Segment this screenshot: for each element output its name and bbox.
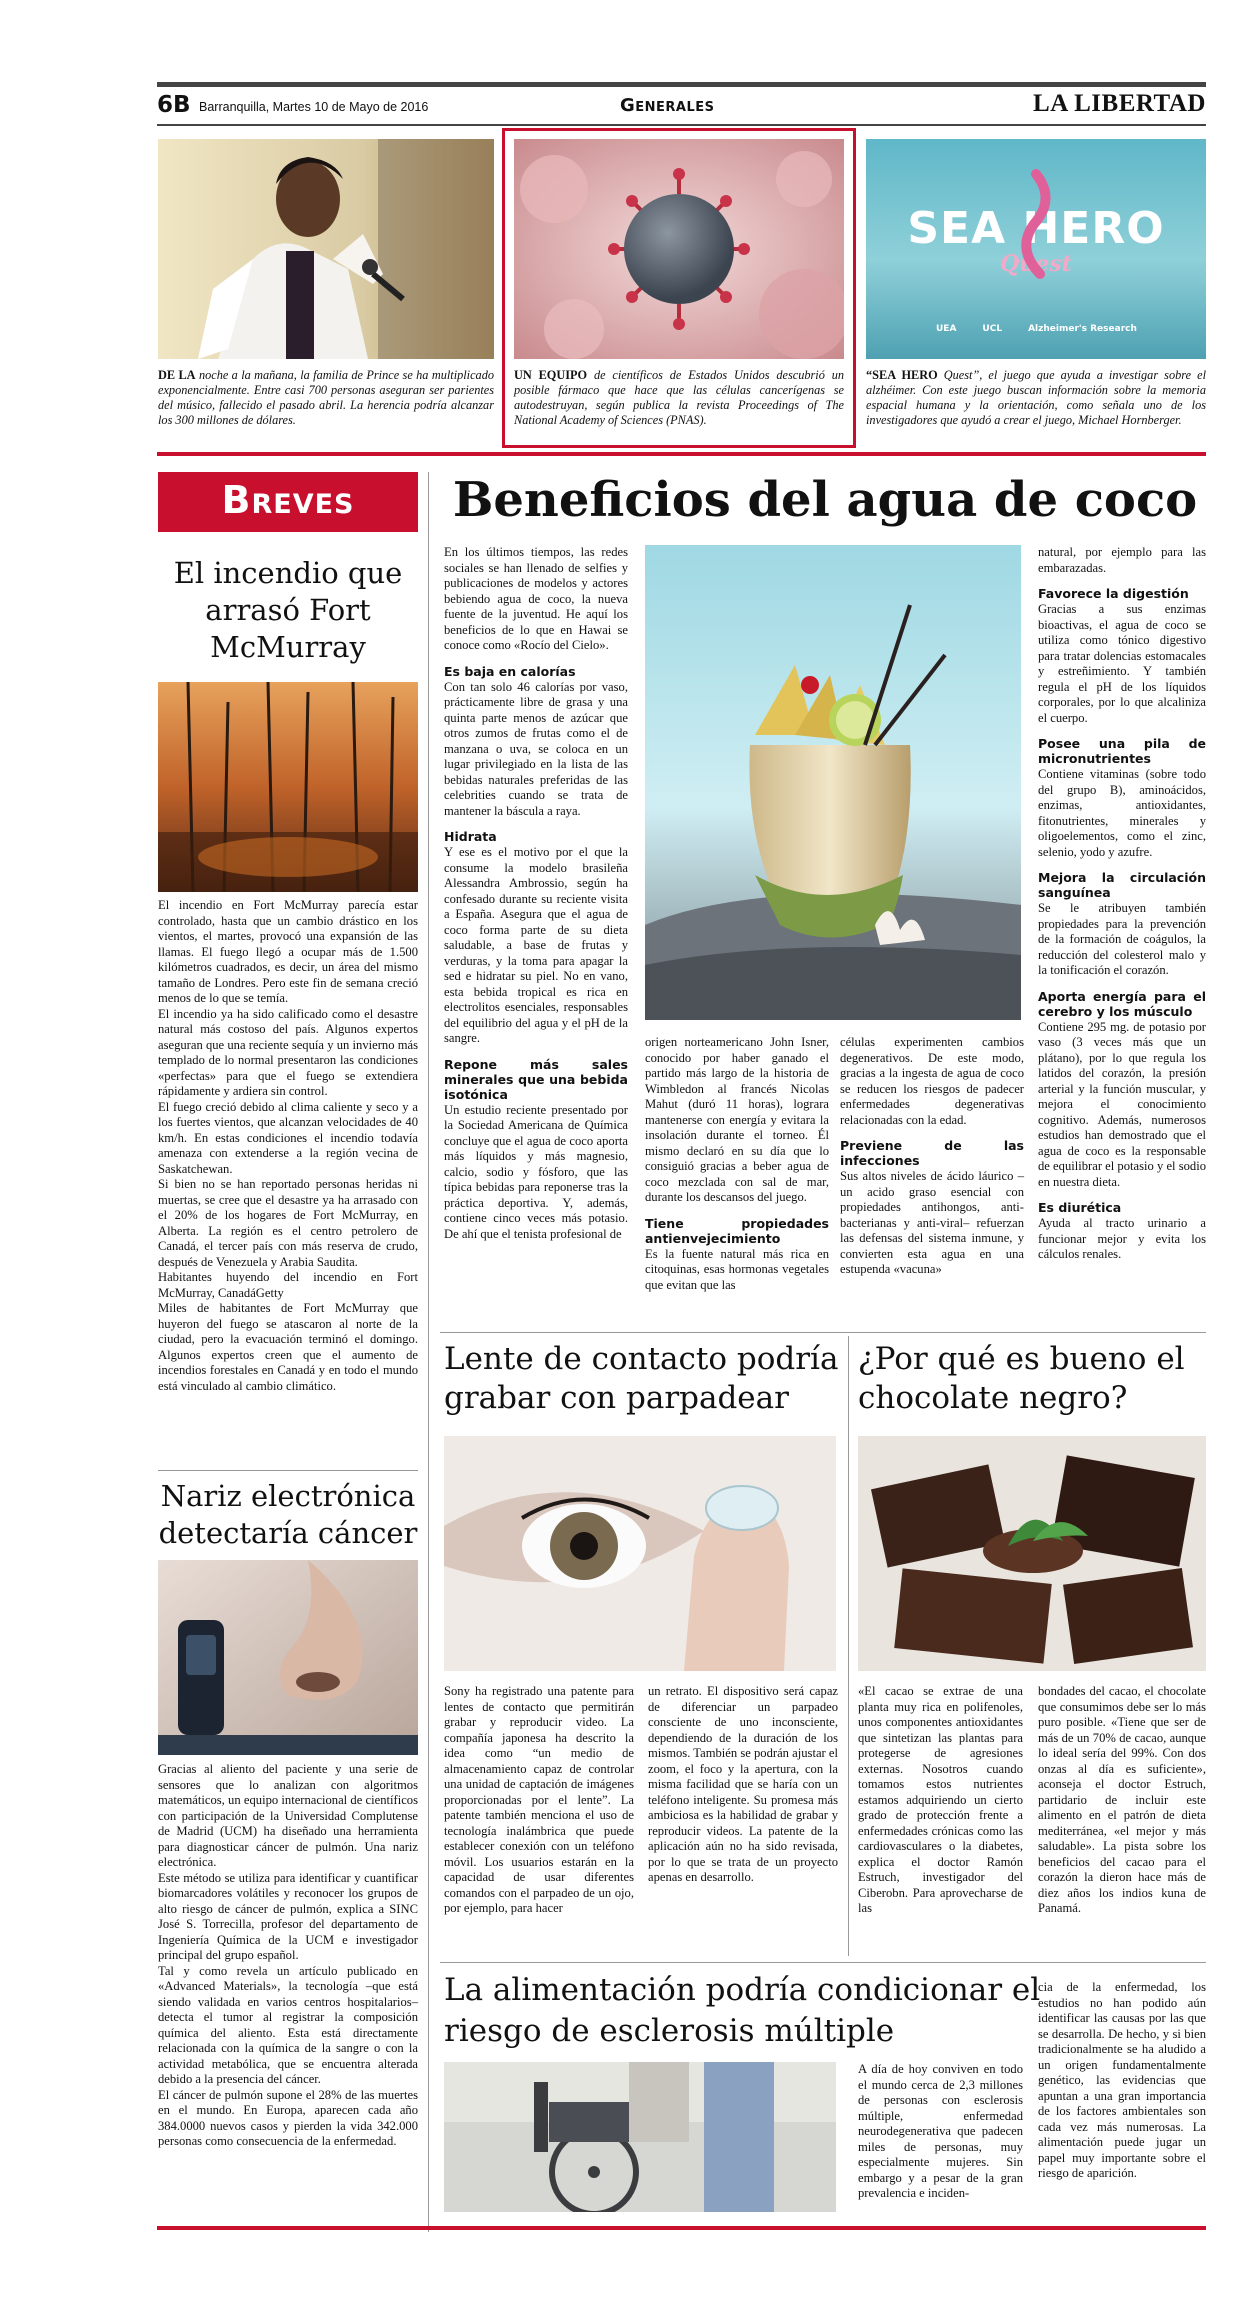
lens-chocolate-divider <box>848 1336 849 1956</box>
coco-paragraph: Contiene vitaminas (sobre todo del grupo B), aminoácidos, enzimas, antioxidantes, fitonutrientes, minerales y oligoelementos, como el zinc, selenio, yodo y azufre. <box>1038 767 1206 859</box>
fire-paragraph: El incendio en Fort McMurray parecía estar controlado, hasta que un cambio drástico en los vientos, el martes, provocó una expansión de las llamas. El fuego llegó a ocupar más de 1.500 kilómetros cuadrados, es decir, un área del mismo tamaño de Londres. Pero este fin de semana creció menos de lo que se temía. <box>158 898 418 1005</box>
coco-paragraph: origen norteamericano John Isner, conocido por haber ganado el partido más largo de la historia de Wimbledon al francés Nicolas Mahut (duró 11 horas), lograra mantenerse con energía y evitara la insolación durante el torneo. Él mismo declaró en su día que lo consiguió gracias a beber agua de coco mezclada con sal de mar, durante los descansos del juego. <box>645 1035 829 1204</box>
chocolate-headline: ¿Por qué es bueno el chocolate negro? <box>858 1341 1185 1416</box>
lens-column-1 <box>444 1684 634 1917</box>
fire-body <box>158 898 418 1394</box>
nose-headline: Nariz electrónica detectaría cáncer <box>158 1479 418 1550</box>
top-section-rule <box>157 452 1206 456</box>
coco-subhead: Hidrata <box>444 829 497 844</box>
lens-paragraph: un retrato. El dispositivo será capaz de diferenciar un parpadeo consciente de uno inconsciente, dependiendo de la duración de los mismos. También se podrán ajustar el zoom, el foco y la apertura, con la misma facilidad que se haría con un teléfono inteligente. Su promesa más ambiciosa es la habilidad de grabar y reproducir videos. La patente de la aplicación aún no ha sido revisada, por lo que se trata de un proyecto apenas en desarrollo. <box>648 1684 838 1884</box>
coco-paragraph: Se le atribuyen también propiedades para la prevención de la formación de coágulos, la reducción del colesterol malo y la tonificación el corazón. <box>1038 901 1206 977</box>
lower-section-rule <box>440 1962 1206 1963</box>
coco-paragraph: Ayuda al tracto urinario a funcionar mejor y evita los cálculos renales. <box>1038 1216 1206 1261</box>
lens-paragraph: Sony ha registrado una patente para lentes de contacto que permitirán grabar y reproducir video. La compañía japonesa ha descrito la idea como “un medio de almacenamiento capaz de controlar una unidad de captación de imágenes proporcionadas por el lente”. La patente también menciona el uso de tecnología inalámbrica que puede establecer conexión con un teléfono móvil. Los usuarios estarán en la capacidad de usar diferentes comandos con el parpadeo de un ojo, por ejemplo, para hacer <box>444 1684 634 1915</box>
coco-subhead: Favorece la digestión <box>1038 586 1189 601</box>
esclerosis-paragraph: cia de la enfermedad, los estudios no han podido aún identificar las causas por las que se desarrolla. De hecho, y si bien tradicionalmente se ha aludido a un origen fundamentalmente genético, las evidencias que apuntan a una gran importancia de los factores ambientales son cada vez más numerosas. La alimentación puede jugar un papel muy importante sobre el riesgo de aparición. <box>1038 1980 1206 2180</box>
coco-paragraph: En los últimos tiempos, las redes sociales se han llenado de selfies y publicaciones de modelos y actores bebiendo agua de coco, la nueva fuente de la juventud. He aquí los beneficios de lo que en Hawai se conoce como «Rocío del Cielo». <box>444 545 628 652</box>
chocolate-column-1 <box>858 1684 1023 1917</box>
sea-hero-caption <box>866 368 1206 428</box>
contact-lens-photo <box>444 1436 836 1671</box>
coco-subhead: Aporta energía para el cerebro y los músculo <box>1038 988 1206 1019</box>
virus-photo <box>514 139 844 359</box>
lens-headline: Lente de contacto podría grabar con parpadear <box>444 1341 839 1416</box>
coco-paragraph: Y ese es el motivo por el que la consume la modelo brasileña Alessandra Ambrossio, según ha confesado durante su reciente visita a España. Asegura que el agua de coco forma parte de su dieta saludable, a base de frutas y verduras, y la toma para apagar la sed e hidratar su piel. No en vano, esta bebida tropical es rica en electrolitos esenciales, responsables del equilibrio del agua y el pH de la sangre. <box>444 845 628 1045</box>
section-name: Generales <box>620 95 715 116</box>
coco-subhead: Previene de las infecciones <box>840 1138 1024 1168</box>
coco-headline: Beneficios del agua de coco <box>452 472 1198 528</box>
caption-text: Quest”, el juego que ayuda a investigar sobre el alzhéimer. Con este juego buscan información sobre la memoria espacial humana y la orientación, como señala uno de los investigadores que ayudó a crear el juego, Michael Hornberger. <box>866 368 1206 427</box>
caption-lead: DE LA <box>158 368 196 382</box>
coco-subhead: Es baja en calorías <box>444 663 576 679</box>
dateline: Barranquilla, Martes 10 de Mayo de 2016 <box>199 100 429 114</box>
partner-ucl: UCL <box>982 324 1003 334</box>
chocolate-photo <box>858 1436 1206 1671</box>
coco-paragraph: Un estudio reciente presentado por la Sociedad Americana de Química concluye que el agua de coco aporta más líquidos y más magnesio, calcio, sodio y fósforo, que las típica bebidas para reponerse tras la práctica deportiva. Y, además, contiene cinco veces más potasio. De ahí que el tenista profesional de <box>444 1102 628 1241</box>
esclerosis-paragraph: A día de hoy conviven en todo el mundo cerca de 2,3 millones de personas con esclerosis múltiple, enfermedad neurodegenerativa que padecen miles de personas, muy especialmente mujeres. Sin embargo y a pesar de la gran prevalencia e inciden- <box>858 2062 1023 2200</box>
sea-hero-tentacle-icon <box>1016 169 1056 279</box>
coco-subhead: Posee una pila de micronutrientes <box>1038 736 1206 766</box>
fire-paragraph: Miles de habitantes de Fort McMurray que huyeron del fuego se atascaron al norte de la ciudad, pero la evacuación terminó el domingo. Algunos expertos creen que el aumento de incendios forestales en Canadá y en todo el mundo está vinculado al cambio climático. <box>158 1301 418 1393</box>
fire-headline: El incendio que arrasó Fort McMurray <box>173 556 403 664</box>
virus-caption <box>514 368 844 428</box>
coco-column-3 <box>840 1035 1024 1278</box>
coco-column-1 <box>444 545 628 1242</box>
caption-text: de científicos de Estados Unidos descubrió un posible fármaco que hace que las células cancerígenas se autodestruyan, según publica la revista Proceedings of The National Academy of Sciences (PNAS). <box>514 368 844 427</box>
masthead-bottom-rule <box>157 124 1206 126</box>
wheelchair-photo <box>444 2062 836 2212</box>
prince-caption <box>158 368 494 428</box>
breves-column-rule <box>428 472 429 2232</box>
nose-paragraph: Gracias al aliento del paciente y una serie de sensores que lo analizan con algoritmos matemáticos, un equipo internacional de científicos con participación de la Universidad Complutense de Madrid (UCM) ha diseñado una herramienta para diagnosticar cáncer de pulmón. Una nariz electrónica. <box>158 1762 418 1869</box>
page-footer-rule <box>157 2226 1206 2230</box>
chocolate-paragraph: bondades del cacao, el chocolate que consumimos debe ser lo más puro posible. «Tiene que ser de más de un 70% de cacao, aunque lo ideal sería del 99%. Con dos onzas al día es suficiente», aconseja el doctor Estruch, partidario de incluir este alimento en el patrón de dieta mediterránea, «el mejor y más saludable». La pista sobre los beneficios del cacao para el corazón la dieron hace más de diez años los indios kuna de Panamá. <box>1038 1684 1206 1915</box>
fire-photo <box>158 682 418 892</box>
sea-hero-logo-title: SEA HERO <box>907 203 1165 254</box>
esclerosis-column-1 <box>858 2062 1023 2202</box>
sea-hero-image <box>866 139 1206 359</box>
nose-paragraph: El cáncer de pulmón supone el 28% de las muertes en el mundo. En Europa, aparecen cada año 384.0000 nuevos casos y pierden la vida 342.000 personas como consecuencia de la enfermedad. <box>158 2087 418 2148</box>
nose-body <box>158 1762 418 2150</box>
sea-hero-logo-subtitle: Quest <box>1000 251 1072 277</box>
caption-lead: “SEA HERO <box>866 368 938 382</box>
fire-paragraph: Si bien no se han reportado personas heridas ni muertas, se cree que el desastre ya ha arrasado con el 20% de los hogares de Fort McMurray, en Alberta. La región es el centro petrolero de Canadá, el tercer país con más reserva de crudo, después de Venezuela y Arabia Saudita. <box>158 1177 418 1269</box>
coco-column-2 <box>645 1035 829 1293</box>
coco-subhead: Repone más sales minerales que una bebida isotónica <box>444 1056 628 1102</box>
coco-subhead: Es diurética <box>1038 1200 1122 1215</box>
newspaper-name: LA LIBERTAD <box>1033 90 1206 117</box>
electronic-nose-photo <box>158 1560 418 1755</box>
fire-paragraph: El incendio ya ha sido calificado como el desastre natural más costoso del país. Algunos expertos aseguran que una reciente sequía y un invierno más templado de lo normal presentaron las condiciones «perfectas» para que el fuego se extendiera rápidamente y ardiera sin control. <box>158 1006 418 1098</box>
coco-column-4 <box>1038 545 1206 1263</box>
coco-paragraph: Con tan solo 46 calorías por vaso, prácticamente libre de grasa y una quinta parte menos de azúcar que otros zumos de frutas como el de manzana o uva, se coloca en un lugar privilegiado en la lista de las bebidas naturales preferidas de las celebrities cuando se trata de mantener la báscula a raya. <box>444 679 628 818</box>
page-number: 6B <box>157 92 191 118</box>
breves-label: Breves <box>221 478 355 522</box>
fire-paragraph: Habitantes huyendo del incendio en Fort McMurray, CanadáGetty <box>158 1270 418 1300</box>
coco-paragraph: Contiene 295 mg. de potasio por vaso (3 veces más que un plátano), por lo que regula los latidos del corazón, la presión arterial y la función muscular, y mejora el conocimiento cognitivo. Además, numerosos estudios han demostrado que el agua de coco es la responsable de equilibrar el potasio y el sodio en nuestra dieta. <box>1038 1019 1206 1189</box>
caption-lead: UN EQUIPO <box>514 368 588 382</box>
nose-paragraph: Tal y como revela un artículo publicado en «Advanced Materials», la tecnología –que está siendo validada en varios centros hospitalarios– detecta el tumor al registrar la composición química del aliento. Esta está directamente relacionada con la química de la sangre o con la actividad metabólica, que se encuentra alterada debido a la presencia del cáncer. <box>158 1963 418 2086</box>
breves-divider <box>158 1470 418 1471</box>
lens-column-2 <box>648 1684 838 1886</box>
coco-bottom-rule <box>440 1332 1206 1333</box>
nose-paragraph: Este método se utiliza para identificar y cuantificar biomarcadores volátiles y reconocer los grupos de alto riesgo de cáncer de pulmón, explica a SINC José S. Torrecilla, profesor del departamento de Ingeniería Química de la UCM e investigador principal del grupo español. <box>158 1870 418 1962</box>
masthead <box>157 88 1206 122</box>
partner-alzheimers: Alzheimer's Research <box>1028 324 1137 334</box>
coco-paragraph: Es la fuente natural más rica en citoquinas, esas hormonas vegetales que evitan que las <box>645 1246 829 1292</box>
coco-paragraph: células experimenten cambios degenerativos. De este modo, gracias a la ingesta de agua de coco se reducen los riesgos de padecer enfermedades degenerativas relacionadas con la edad. <box>840 1035 1024 1127</box>
coco-subhead: Mejora la circulación sanguínea <box>1038 870 1206 900</box>
partner-uea: UEA <box>936 324 957 334</box>
partner-logos <box>936 324 1176 334</box>
breves-banner <box>158 472 418 532</box>
caption-text: noche a la mañana, la familia de Prince se ha multiplicado exponencialmente. Entre casi 700 personas aseguran ser parientes del músico, fallecido el pasado abril. La herencia podría alcanzar los 300 millones de dólares. <box>158 368 494 427</box>
chocolate-paragraph: «El cacao se extrae de una planta muy rica en polifenoles, unos componentes antioxidantes que sintetizan las plantas para protegerse de agresiones externas. Nosotros cuando tomamos estos nutrientes estamos adquiriendo un cierto grado de protección frente a enfermedades crónicas como las cardiovasculares o la diabetes, explica el doctor Ramón Estruch, investigador del Ciberobn. Para aprovecharse de las <box>858 1684 1023 1915</box>
prince-photo <box>158 139 494 359</box>
coco-subhead: Tiene propiedades antienvejecimiento <box>645 1215 829 1246</box>
coconut-drink-photo <box>645 545 1021 1020</box>
esclerosis-headline: La alimentación podría condicionar el riesgo de esclerosis múltiple <box>444 1972 1041 2049</box>
esclerosis-column-2 <box>1038 1980 1206 2182</box>
coco-paragraph: Sus altos niveles de ácido láurico –un acido graso esencial con propiedades antihongos, anti-bacterianas y anti-viral– refuerzan las defensas del sistema inmune, y convierten esta agua en una estupenda «vacuna» <box>840 1169 1024 1276</box>
chocolate-column-2 <box>1038 1684 1206 1917</box>
fire-paragraph: El fuego creció debido al clima caliente y seco y a los fuertes vientos, que alcanzan velocidades de 40 km/h. En estas condiciones el incendio todavía amenaza con extenderse a la región vecina de Saskatchewan. <box>158 1099 418 1176</box>
masthead-top-rule <box>157 82 1206 87</box>
coco-paragraph: natural, por ejemplo para las embarazadas. <box>1038 545 1206 575</box>
coco-paragraph: Gracias a sus enzimas bioactivas, el agua de coco se utiliza como tónico digestivo para tratar dolencias estomacales y estreñimiento. Y también regula el pH de los líquidos corporales, por lo que alcaliniza el cuerpo. <box>1038 602 1206 725</box>
